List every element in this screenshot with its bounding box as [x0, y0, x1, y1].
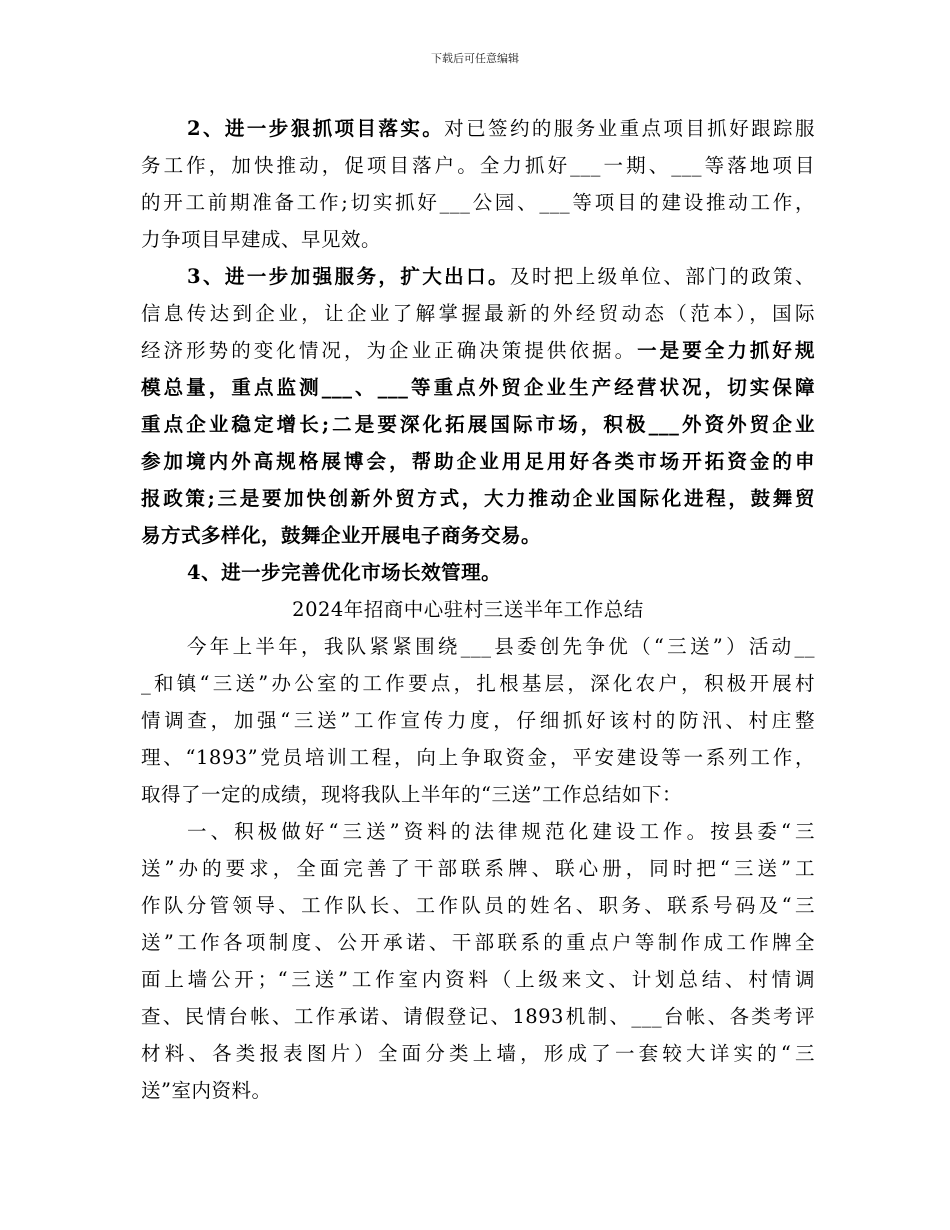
line-text: 4、进一步完善优化市场长效管理。: [187, 561, 502, 584]
line-text: 面上墙公开；“三送”工作室内资料（上级来文、计划总结、村情调: [141, 968, 815, 991]
text-line: [141, 443, 815, 480]
line-text: 参加境内外高规格展博会，帮助企业用足用好各类市场开拓资金的申: [141, 450, 815, 473]
line-text: 一、积极做好“三送”资料的法律规范化建设工作。按县委“三: [187, 820, 815, 843]
line-text: 送”办的要求，全面完善了干部联系牌、联心册，同时把“三送”工: [141, 857, 815, 880]
line-text: 信息传达到企业，让企业了解掌握最新的外经贸动态（范本），国际: [141, 302, 815, 325]
text-line: [141, 258, 815, 295]
line-text: 情调查，加强“三送”工作宣传力度，仔细抓好该村的防汛、村庄整: [141, 709, 815, 732]
text-line: [141, 332, 815, 369]
text-line: [141, 813, 815, 850]
header-note: 下载后可任意编辑: [431, 52, 519, 65]
text-line: [141, 369, 815, 406]
text-line: [141, 665, 815, 702]
text-line: [141, 110, 815, 147]
line-text: 2、进一步狠抓项目落实。: [187, 117, 445, 140]
line-text: 一是要全力抓好规: [637, 339, 815, 362]
text-line: [141, 739, 815, 776]
text-line: [141, 1035, 815, 1072]
line-text: 3、进一步加强服务，扩大出口。: [187, 265, 510, 288]
text-line: [141, 702, 815, 739]
text-line: [141, 406, 815, 443]
text-line: [141, 998, 815, 1035]
text-line: [141, 776, 815, 813]
text-line: [141, 924, 815, 961]
text-line: [141, 517, 815, 554]
line-text: 的开工前期准备工作;切实抓好___公园、___等项目的建设推动工作，: [141, 191, 815, 214]
text-line: [141, 628, 815, 665]
text-line: [141, 221, 815, 258]
line-text: 力争项目早建成、早见效。: [141, 228, 382, 251]
text-line: [141, 1072, 815, 1109]
text-line: [141, 184, 815, 221]
line-text: 2024年招商中心驻村三送半年工作总结: [292, 598, 644, 621]
line-text: 经济形势的变化情况，为企业正确决策提供依据。: [141, 339, 638, 362]
line-text: 作队分管领导、工作队长、工作队员的姓名、职务、联系号码及“三: [141, 894, 815, 917]
text-line: [141, 147, 815, 184]
line-text: 送”工作各项制度、公开承诺、干部联系的重点户等制作成工作牌全: [141, 931, 815, 954]
line-text: 送”室内资料。: [141, 1079, 272, 1102]
line-text: 对已签约的服务业重点项目抓好跟踪服: [444, 117, 815, 140]
text-line: [141, 295, 815, 332]
line-text: 务工作，加快推动，促项目落户。全力抓好___一期、___等落地项目: [141, 154, 815, 177]
line-text: 材料、各类报表图片）全面分类上墙，形成了一套较大详实的“三: [141, 1042, 815, 1065]
text-line: [141, 554, 815, 591]
section-title: [141, 591, 815, 628]
line-text: 查、民情台帐、工作承诺、请假登记、1893机制、___台帐、各类考评: [141, 1005, 815, 1028]
line-text: 理、“1893”党员培训工程，向上争取资金，平安建设等一系列工作，: [141, 746, 815, 769]
text-line: [141, 480, 815, 517]
text-line: [141, 961, 815, 998]
line-text: 易方式多样化，鼓舞企业开展电子商务交易。: [141, 524, 542, 547]
line-text: 及时把上级单位、部门的政策、: [509, 265, 815, 288]
text-line: [141, 887, 815, 924]
line-text: _和镇“三送”办公室的工作要点，扎根基层，深化农户，积极开展村: [141, 672, 815, 695]
line-text: 报政策;三是要加快创新外贸方式，大力推动企业国际化进程，鼓舞贸: [141, 487, 815, 510]
text-line: [141, 850, 815, 887]
line-text: 重点企业稳定增长;二是要深化拓展国际市场，积极___外资外贸企业: [141, 413, 815, 436]
line-text: 模总量，重点监测___、___等重点外贸企业生产经营状况，切实保障: [141, 376, 815, 399]
line-text: 取得了一定的成绩，现将我队上半年的“三送”工作总结如下：: [141, 783, 682, 806]
document-body: [141, 110, 815, 1109]
line-text: 今年上半年，我队紧紧围绕___县委创先争优（“三送”）活动__: [187, 635, 815, 658]
